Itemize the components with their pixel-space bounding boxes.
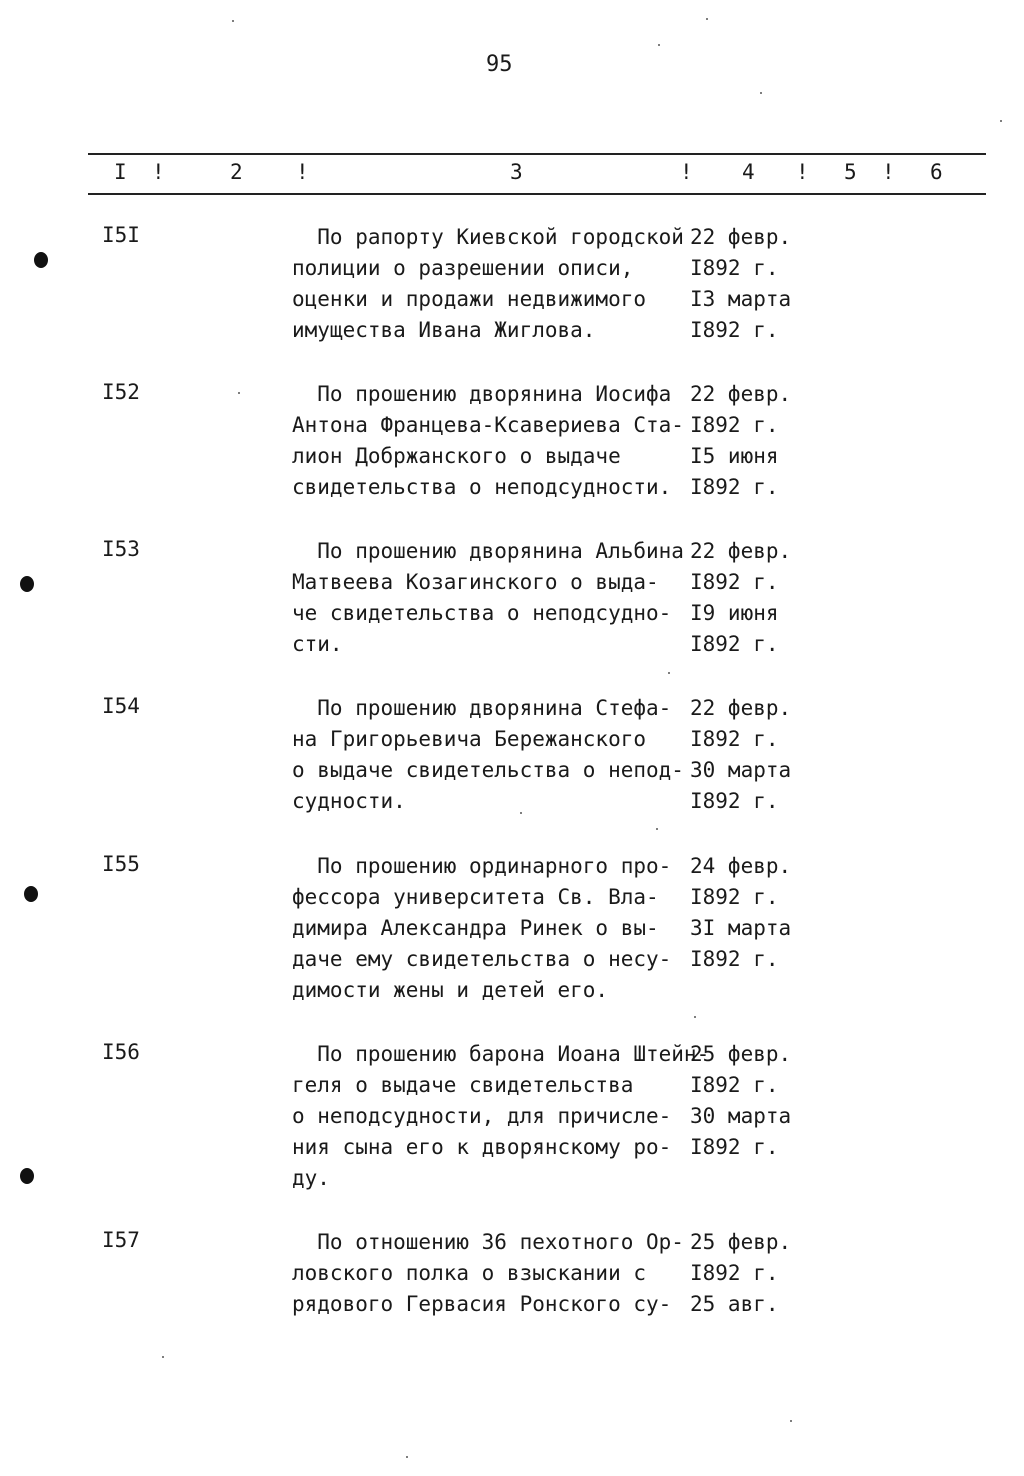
scan-speck [406,1456,408,1458]
entry-desc-line: По прошению барона Иоана Штейн- [292,1042,710,1066]
entry-desc-line: полиции о разрешении описи, [292,256,634,280]
entry-date: I892 г. [690,789,779,813]
entry-desc-line: на Григорьевича Бережанского [292,727,647,751]
entry-desc-line: фессора университета Св. Вла- [292,885,659,909]
entry-date: 25 авг. [690,1292,779,1316]
entry-desc-line: ловского полка о взыскании с [292,1261,647,1285]
entry-date: I892 г. [690,727,779,751]
col-header-4: 4 [742,160,755,184]
entry-date: I892 г. [690,885,779,909]
scan-speck [656,828,658,830]
entry-desc-line: сти. [292,632,343,656]
scan-speck [232,20,234,22]
col-sep: ! [796,160,809,184]
entry-date: I892 г. [690,947,779,971]
entry-desc-line: Антона Францева-Ксавериева Ста- [292,413,684,437]
entry-desc-line: ния сына его к дворянскому ро- [292,1135,672,1159]
page-number: 95 [486,52,513,77]
entry-number: I56 [102,1040,140,1064]
entry-number: I54 [102,694,140,718]
scan-speck [520,812,522,814]
entry-desc-line: о неподсудности, для причисле- [292,1104,672,1128]
entry-date: I9 июня [690,601,779,625]
scan-speck [658,44,660,46]
entry-desc-line: геля о выдаче свидетельства [292,1073,634,1097]
entry-date: 30 марта [690,758,792,782]
punch-hole-icon [24,886,38,902]
entry-desc-line: ду. [292,1166,330,1190]
col-header-5: 5 [844,160,857,184]
entry-date: 22 февр. [690,696,792,720]
entry-date: I892 г. [690,475,779,499]
entry-date: I3 марта [690,287,792,311]
entry-date: 3I марта [690,916,792,940]
entry-number: I5I [102,223,140,247]
entry-desc-line: димира Александра Ринек о вы- [292,916,659,940]
entry-desc-line: че свидетельства о неподсудно- [292,601,672,625]
entry-date: 25 февр. [690,1230,792,1254]
entry-date: I892 г. [690,570,779,594]
entry-date: 22 февр. [690,539,792,563]
entry-date: I892 г. [690,632,779,656]
entry-date: I892 г. [690,1261,779,1285]
col-header-2: 2 [230,160,243,184]
entry-desc-line: о выдаче свидетельства о непод- [292,758,684,782]
entry-date: 24 февр. [690,854,792,878]
entry-number: I53 [102,537,140,561]
entry-desc-line: По прошению дворянина Стефа- [292,696,672,720]
entry-desc-line: рядового Гервасия Ронского су- [292,1292,672,1316]
punch-hole-icon [20,1168,34,1184]
col-sep: ! [152,160,165,184]
col-header-6: 6 [930,160,943,184]
header-bottom-rule [88,193,986,195]
entry-date: I892 г. [690,1135,779,1159]
scan-speck [694,1016,696,1018]
scan-speck [1000,120,1002,122]
entry-desc-line: По прошению дворянина Альбина [292,539,684,563]
entry-date: I5 июня [690,444,779,468]
entry-desc-line: свидетельства о неподсудности. [292,475,672,499]
entry-number: I57 [102,1228,140,1252]
punch-hole-icon [20,576,34,592]
entry-date: 30 марта [690,1104,792,1128]
col-sep: ! [296,160,309,184]
col-sep: ! [882,160,895,184]
entry-desc-line: По отношению 36 пехотного Ор- [292,1230,684,1254]
entry-desc-line: Матвеева Козагинского о выда- [292,570,659,594]
entry-desc-line: По прошению ординарного про- [292,854,672,878]
scan-speck [668,672,670,674]
entry-date: I892 г. [690,318,779,342]
entry-number: I55 [102,852,140,876]
header-top-rule [88,153,986,155]
col-header-3: 3 [510,160,523,184]
entry-date: I892 г. [690,1073,779,1097]
entry-date: 25 февр. [690,1042,792,1066]
entry-desc-line: По прошению дворянина Иосифа [292,382,672,406]
entry-desc-line: димости жены и детей его. [292,978,609,1002]
entry-desc-line: даче ему свидетельства о несу- [292,947,672,971]
scan-speck [760,92,762,94]
entry-desc-line: оценки и продажи недвижимого [292,287,647,311]
entry-desc-line: имущества Ивана Жиглова. [292,318,596,342]
entry-desc-line: лион Добржанского о выдаче [292,444,621,468]
scan-speck [790,1420,792,1422]
scan-speck [706,18,708,20]
entry-date: 22 февр. [690,382,792,406]
col-header-1: I [114,160,127,184]
punch-hole-icon [34,252,48,268]
scan-speck [238,392,240,394]
entry-desc-line: судности. [292,789,406,813]
scan-speck [162,1356,164,1358]
entry-date: I892 г. [690,413,779,437]
entry-number: I52 [102,380,140,404]
entry-date: 22 февр. [690,225,792,249]
entry-desc-line: По рапорту Киевской городской [292,225,684,249]
col-sep: ! [680,160,693,184]
entry-date: I892 г. [690,256,779,280]
